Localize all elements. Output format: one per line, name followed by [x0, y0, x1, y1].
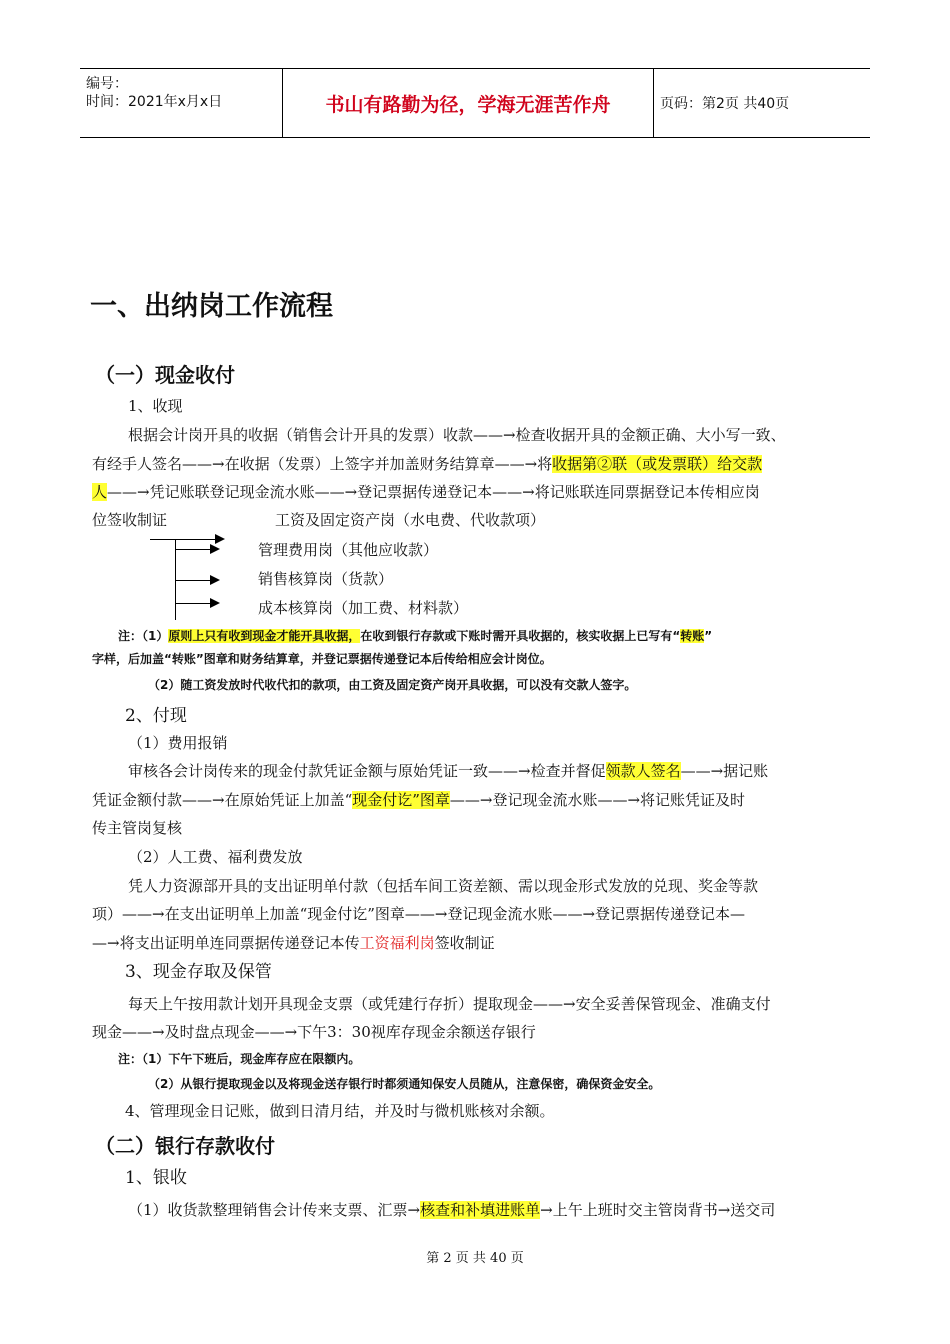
page-title: 一、出纳岗工作流程	[90, 291, 333, 322]
subheading-cash-payment: 2、付现	[125, 706, 187, 726]
text-run: —→将支出证明单连同票据传递登记本传	[92, 934, 360, 952]
doc-date-label: 时间：2021年x月x日	[86, 94, 223, 110]
branch-connector	[175, 580, 215, 581]
paragraph-line: 每天上午按用款计划开具现金支票（或凭建行存折）提取现金——→安全妥善保管现金、准确支付	[128, 995, 771, 1013]
page-header	[80, 68, 870, 138]
text-run: 凭证金额付款——→在原始凭证上加盖“	[92, 791, 353, 809]
paragraph-line: 根据会计岗开具的收据（销售会计开具的发票）收款——→检查收据开具的金额正确、大小写一致、	[128, 426, 786, 444]
arrow-icon	[210, 598, 220, 608]
highlighted-text: 人	[92, 483, 108, 501]
section-heading-cash: （一）现金收付	[95, 363, 235, 387]
red-text: 工资福利岗	[359, 934, 435, 952]
paragraph-line: 4、管理现金日记账，做到日清月结，并及时与微机账核对余额。	[125, 1102, 555, 1120]
text-run: （1）收货款整理销售会计传来支票、汇票→	[128, 1201, 421, 1219]
paragraph-line	[128, 1200, 775, 1220]
header-page-label: 页码：第2页 共40页	[660, 96, 790, 112]
paragraph-line	[92, 482, 760, 502]
text-run: 有经手人签名——→在收据（发票）上签字并加盖财务结算章——→将	[92, 455, 553, 473]
branch-label: 成本核算岗（加工费、材料款）	[258, 599, 469, 617]
section-heading-bank: （二）银行存款收付	[95, 1134, 275, 1158]
paragraph-line: 现金——→及时盘点现金——→下午3：30视库存现金余额送存银行	[92, 1023, 536, 1041]
arrow-icon	[215, 534, 225, 544]
subheading-payroll: （2）人工费、福利费发放	[128, 848, 303, 866]
subheading-cash-storage: 3、现金存取及保管	[125, 962, 272, 982]
paragraph-line	[92, 790, 745, 810]
branch-label: 销售核算岗（货款）	[258, 570, 394, 588]
subheading-bank-receipt: 1、银收	[125, 1168, 187, 1188]
paragraph-line	[92, 454, 762, 474]
branch-label: 工资及固定资产岗（水电费、代收款项）	[275, 511, 546, 529]
page-footer: 第 2 页 共 40 页	[426, 1251, 524, 1266]
text-run: ——→据记账	[680, 762, 769, 780]
note-line: 字样，后加盖“转账”图章和财务结算章，并登记票据传递登记本后传给相应会计岗位。	[92, 652, 552, 666]
text-run: 注：（1）	[118, 629, 169, 643]
text-run: 签收制证	[434, 934, 495, 952]
subheading-cash-receipt: 1、收现	[128, 397, 183, 415]
branch-connector	[175, 603, 215, 604]
text-run: 审核各会计岗传来的现金付款凭证金额与原始凭证一致——→检查并督促	[128, 762, 606, 780]
highlighted-text: 转账	[680, 629, 705, 643]
paragraph-line: 传主管岗复核	[92, 819, 183, 837]
header-motto: 书山有路勤为径，学海无涯苦作舟	[283, 69, 654, 137]
highlighted-text: 领款人签名	[605, 762, 681, 780]
paragraph-line	[128, 761, 768, 781]
arrow-icon	[210, 575, 220, 585]
note-line: （2）随工资发放时代收代扣的款项，由工资及固定资产岗开具收据，可以没有交款人签字。	[148, 678, 637, 692]
subheading-expense: （1）费用报销	[128, 734, 228, 752]
branch-connector	[175, 549, 215, 550]
text-run: 在收到银行存款或下账时需开具收据的，核实收据上已写有“	[360, 629, 681, 643]
arrow-icon	[210, 544, 220, 554]
doc-number-label: 编号：	[86, 76, 128, 92]
highlighted-text: 核查和补填进账单	[420, 1201, 541, 1219]
branch-connector	[150, 539, 220, 540]
paragraph-line: 位签收制证	[92, 511, 168, 529]
branch-label: 管理费用岗（其他应收款）	[258, 541, 439, 559]
text-run: →上午上班时交主管岗背书→送交司	[540, 1201, 776, 1219]
paragraph-line	[92, 933, 495, 953]
note-line: 注：（1）下午下班后，现金库存应在限额内。	[118, 1052, 361, 1066]
highlighted-text: 收据第②联（或发票联）给交款	[552, 455, 763, 473]
text-run: ——→登记现金流水账——→将记账凭证及时	[449, 791, 746, 809]
paragraph-line: 凭人力资源部开具的支出证明单付款（包括车间工资差额、需以现金形式发放的兑现、奖金等款	[128, 877, 759, 895]
note-line	[118, 627, 712, 645]
highlighted-text: 原则上只有收到现金才能开具收据，	[168, 629, 361, 643]
text-run: ”	[704, 629, 713, 643]
note-line: （2）从银行提取现金以及将现金送存银行时都须通知保安人员随从，注意保密，确保资金安全。	[148, 1077, 661, 1091]
text-run: ——→凭记账联登记现金流水账——→登记票据传递登记本——→将记账联连同票据登记本传相应岗	[107, 483, 760, 501]
paragraph-line: 项）——→在支出证明单上加盖“现金付讫”图章——→登记现金流水账——→登记票据传递登记本—	[92, 905, 746, 923]
header-meta	[80, 69, 283, 137]
highlighted-text: 现金付讫”图章	[352, 791, 450, 809]
